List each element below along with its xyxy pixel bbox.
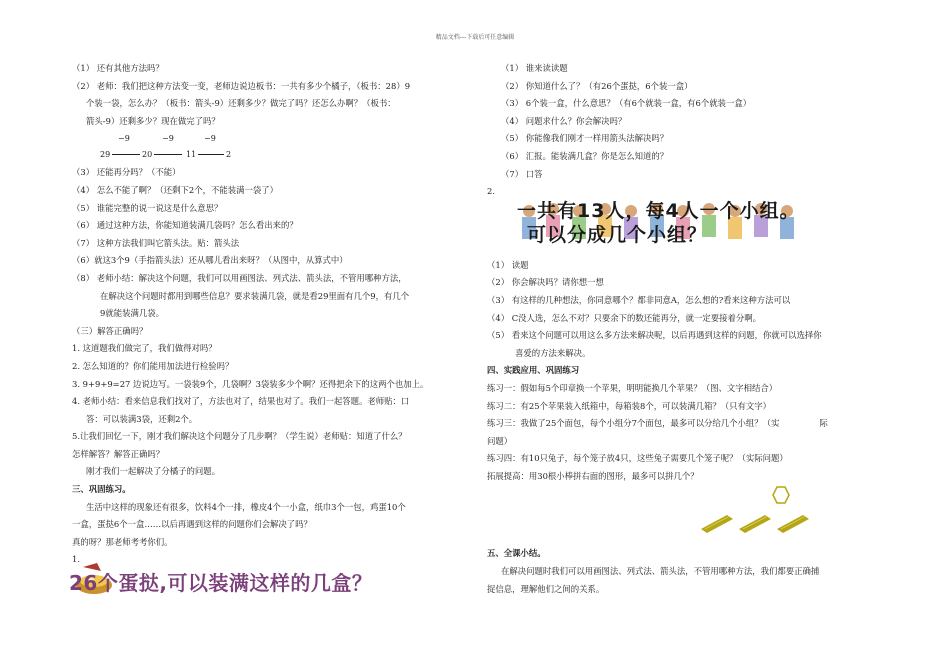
- text-line: （7） 口答: [501, 168, 543, 179]
- children-group-illustration: [487, 199, 887, 257]
- text-line: 2.: [487, 186, 495, 197]
- arrow-right-icon: [154, 154, 182, 155]
- text-line: （4） 问题求什么？你会解决吗？: [501, 115, 627, 126]
- text-line: 5.让我们回忆一下，刚才我们解决这个问题分了几步啊？（学生说）老师贴：知道了什么？: [72, 431, 407, 442]
- arrow-sequence: [72, 146, 470, 164]
- seq-number: 20: [142, 150, 153, 160]
- text-line: （2） 你会解决吗？请你想一想: [487, 277, 604, 288]
- text-line: （2） 你知道什么了？（有26个蛋挞，6个装一盒）: [501, 80, 693, 91]
- text-line: （4） 怎么不能了啊？（还剩下2个，不能装满一袋了）: [72, 184, 278, 195]
- text-line: 刚才我们一起解决了分橘子的问题。: [86, 466, 220, 477]
- text-line: 在解决这个问题时都用到哪些信息？要求装满几袋，就是看29里面有几个9，有几个: [100, 290, 410, 301]
- text-line: 4. 老师小结：看来信息我们找对了，方法也对了，结果也对了。我们一起答题。老师贴：口: [72, 396, 410, 407]
- text-line: 3. 9+9+9=27 边说边写。一袋装9个，几袋啊？3袋装多少个啊？还得把余下的这两个也加上。: [72, 378, 429, 389]
- text-line: 拓展提高：用30根小棒拼右面的图形，最多可以拼几个？: [487, 470, 699, 481]
- text-line: 问题）: [487, 435, 513, 446]
- stick-shapes-illustration: [487, 485, 887, 545]
- text-line: （3） 6个装一盒，什么意思？（有6个就装一盒，有6个就装一盒）: [501, 98, 752, 109]
- section-heading: 五、全课小结。: [487, 548, 546, 559]
- arrow-labels: [72, 130, 470, 146]
- text-line: （6）就这3个9（手指箭头法）还从哪儿看出来呀？（从图中，从算式中）: [72, 255, 348, 266]
- text-line: （3） 有这样的几种想法，你同意哪个？都非同意A，怎么想的?看来这种方法可以: [487, 294, 791, 305]
- text-line: （1） 谁来读读题: [501, 63, 568, 73]
- text-line: 在解决问题时我们可以用画图法、列式法、箭头法，不管用哪种方法，我们都要正确捕: [501, 566, 820, 577]
- section-heading: 三、巩固练习。: [72, 484, 131, 495]
- text-line: 真的呀？那老师考考你们。: [72, 536, 173, 547]
- text-line: 1.: [72, 554, 80, 565]
- seq-number: 29: [100, 150, 111, 160]
- text-line: （4） C没人选，怎么不对？只要余下的数还能再分，就一定要接着分啊。: [487, 312, 762, 323]
- text-line: 练习四：有10只兔子，每个笼子放4只，这些兔子需要几个笼子呢？（实际问题）: [487, 453, 788, 464]
- text-line: 练习一：假如每5个印章换一个苹果，明明能换几个苹果？（图、文字相结合）: [487, 382, 778, 393]
- text-line: （6） 通过这种方法，你能知道装满几袋吗？怎么看出来的？: [72, 220, 298, 231]
- section-heading: 四、实践应用、巩固练习: [487, 365, 580, 376]
- section-heading: （三）解答正确吗？: [72, 325, 148, 336]
- text-line: （8） 老师小结：解决这个问题，我们可以用画图法、列式法、箭头法，不管用哪种方法，: [72, 272, 407, 283]
- text-line: 练习二：有25个苹果装入纸箱中，每箱装8个，可以装满几箱？（只有文字）: [487, 400, 771, 411]
- seq-number: 11: [186, 150, 197, 160]
- text-line: 答：可以装满3袋，还剩2个。: [86, 413, 198, 424]
- text-fragment: 练习三：我做了25个面包，每个小组分7个面包，最多可以分给几个小组？（实: [487, 418, 780, 429]
- text-fragment: 际: [819, 418, 828, 429]
- arrow-label: −9: [162, 134, 174, 144]
- text-line: （5） 你能像我们刚才一样用箭头法解决吗？: [501, 133, 669, 144]
- text-line: 1. 这道题我们做完了，我们做得对吗？: [72, 343, 217, 354]
- text-line: 个装一袋，怎么办？（板书：箭头-9）还剩多少？做完了吗？还怎么办啊？（板书：: [86, 98, 396, 109]
- text-line: （1） 还有其他方法吗？: [72, 63, 164, 73]
- text-line: 喜爱的方法来解决。: [515, 347, 591, 358]
- text-line: 生活中这样的现象还有很多，饮料4个一排，橡皮4个一小盒，纸巾3个一包，鸡蛋10个: [86, 501, 406, 512]
- left-column: [69, 60, 470, 603]
- right-column: [487, 60, 887, 598]
- seq-number: 2: [226, 150, 232, 160]
- banner-text: 26个蛋挞,可以装满这样的几盒？: [69, 571, 373, 596]
- text-line: （3） 还能再分吗？（不能）: [72, 167, 181, 178]
- arrow-right-icon: [112, 154, 140, 155]
- arrow-label: −9: [204, 134, 216, 144]
- arrow-right-icon: [198, 154, 224, 155]
- text-line: 9就能装满几袋。: [100, 308, 164, 319]
- text-line: 捉信息，理解他们之间的关系。: [487, 583, 605, 594]
- text-line: （5） 看来这个问题可以用这么多方法来解决呢，以后再遇到这样的问题，你就可以选择你: [487, 330, 822, 341]
- problem-text-line1: 一共有13人，每4人一个小组。: [517, 199, 800, 222]
- problem-text-line2: 可以分成几个小组？: [527, 223, 708, 246]
- stick-shapes-icon: [487, 485, 887, 545]
- egg-tart-banner: [69, 573, 470, 603]
- text-line: （1） 读题: [487, 259, 529, 270]
- text-line: （2） 老师：我们把这种方法变一变，老师边说边板书：一共有多少个橘子，（板书：28）9: [72, 80, 411, 91]
- text-line: 怎样解答？解答正确吗？: [72, 448, 165, 459]
- text-line: 2. 怎么知道的？你们能用加法进行检验吗？: [72, 360, 234, 371]
- text-line: 一盒，蛋挞6个一盒……以后再遇到这样的问题你们会解决了吗？: [72, 519, 312, 530]
- text-line: [487, 415, 887, 433]
- text-line: 箭头-9）还剩多少？现在做完了吗？: [86, 115, 220, 126]
- text-line: （5） 谁能完整的说一说这是什么意思？: [72, 202, 223, 213]
- text-line: （6） 汇报。能装满几盒？你是怎么知道的？: [501, 150, 669, 161]
- arrow-label: −9: [118, 134, 130, 144]
- page-header: 精品文档---下载后可任意编辑: [435, 34, 515, 41]
- text-line: （7） 这种方法我们叫它箭头法。贴：箭头法: [72, 237, 240, 248]
